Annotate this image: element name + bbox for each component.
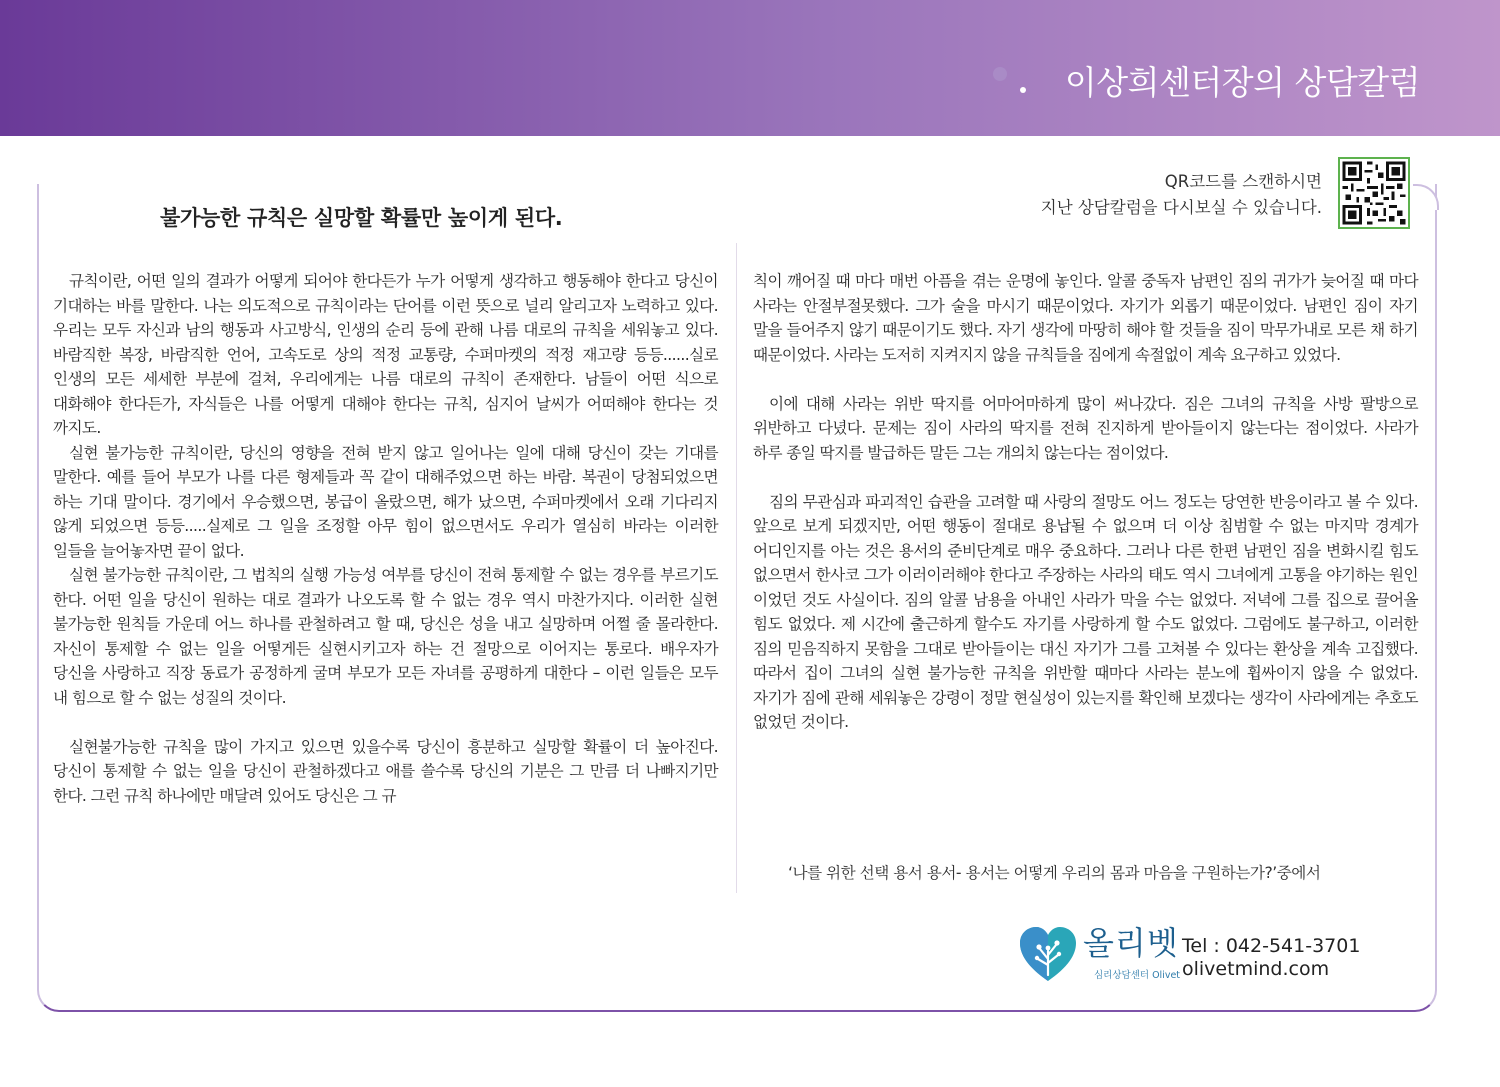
contact-info [1182,935,1360,981]
paragraph: 이에 대해 사라는 위반 딱지를 어마어마하게 많이 써나갔다. 짐은 그녀의 규칙을 사방 팔방으로 위반하고 다녔다. 문제는 짐이 사라의 딱지를 전혀 진지하게 받아들이지 않는다는 점이었다. 사라가 하루 종일 딱지를 발급하든 말든 그는 개의치 않는다는 점이었다. [753,394,1418,462]
paragraph: 칙이 깨어질 때 마다 매번 아픔을 겪는 운명에 놓인다. 알콜 중독자 남편인 짐의 귀가가 늦어질 때 마다 사라는 안절부절못했다. 그가 술을 마시기 때문이었다. 자기가 외롭기 때문이었다. 남편인 짐이 자기 말을 들어주지 않기 때문이기도 했다. 자기 생각에 마땅히 해야 할 것들을 짐이 막무가내로 모른 채 하기 때문이었다. 사라는 도저히 지켜지지 않을 규칙들을 짐에게 속절없이 계속 요구하고 있었다. [753,272,1418,364]
qr-code[interactable] [1338,157,1410,229]
decor-dot [993,67,1007,81]
qr-text-line2: 지난 상담칼럼을 다시보실 수 있습니다. [1040,198,1322,217]
source-citation: ‘나를 위한 선택 용서 용서- 용서는 어떻게 우리의 몸과 마음을 구원하는가?’중에서 [788,864,1321,882]
article-left-column [53,269,718,808]
qr-instruction [1041,169,1322,221]
bullet-icon [1020,87,1026,93]
paragraph: 실현 불가능한 규칙이란, 그 법칙의 실행 가능성 여부를 당신이 전혀 통제할 수 없는 경우를 부르기도 한다. 어떤 일을 당신이 원하는 대로 결과가 나오도록 할 수 없는 경우 역시 마찬가지다. 이러한 실현 불가능한 원칙들 가운데 어느 하나를 관철하려고 할 때, 당신은 성을 내고 실망하며 어쩔 줄 몰라한다. 자신이 통제할 수 없는 일을 어떻게든 실현시키고자 하는 건 절망으로 이어지는 통로다. 배우자가 당신을 사랑하고 직장 동료가 공정하게 굴며 부모가 모든 자녀를 공평하게 대한다 – 이런 일들은 모두 내 힘으로 할 수 없는 성질의 것이다. [53,566,718,707]
header-title: 이상희센터장의 상담칼럼 [1064,63,1420,102]
paragraph: 규칙이란, 어떤 일의 결과가 어떻게 되어야 한다든가 누가 어떻게 생각하고 행동해야 한다고 당신이 기대하는 바를 말한다. 나는 의도적으로 규칙이라는 단어를 이런 뜻으로 널리 알리고자 노력하고 있다. 우리는 모두 자신과 남의 행동과 사고방식, 인생의 순리 등에 관해 나름 대로의 규칙을 세워놓고 있다. 바람직한 복장, 바람직한 언어, 고속도로 상의 적정 교통량, 수퍼마켓의 적정 재고량 등등......실로 인생의 모든 세세한 부분에 걸쳐, 우리에게는 나름 대로의 규칙이 존재한다. 남들이 어떤 식으로 대화해야 한다든가, 자식들은 나를 어떻게 대해야 한다는 규칙, 심지어 날씨가 어떠해야 한다는 것 까지도. [53,272,718,437]
paragraph: 짐의 무관심과 파괴적인 습관을 고려할 때 사랑의 절망도 어느 정도는 당연한 반응이라고 볼 수 있다. 앞으로 보게 되겠지만, 어떤 행동이 절대로 용납될 수 없으며 더 이상 침범할 수 없는 마지막 경계가 어디인지를 아는 것은 용서의 준비단계로 매우 중요하다. 그러나 다른 한편 남편인 짐을 변화시킬 힘도 없으면서 한사코 그가 이러이러해야 한다고 주장하는 사라의 태도 역시 그녀에게 고통을 야기하는 원인 이었던 것도 사실이다. 짐의 알콜 남용을 아내인 사라가 막을 수는 없었다. 저녁에 그를 집으로 끌어올 힘도 없었다. 제 시간에 출근하게 할수도 자기를 사랑하게 할 수도 없었다. 그럼에도 불구하고, 이러한 짐의 믿음직하지 못함을 그대로 받아들이는 대신 자기가 그를 고쳐볼 수 있다는 환상을 계속 고집했다. 따라서 집이 그녀의 실현 불가능한 규칙을 위반할 때마다 사라는 분노에 휩싸이지 않을 수 없었다. 자기가 짐에 관해 세워놓은 강령이 정말 현실성이 있는지를 확인해 보겠다는 생각이 사라에게는 추호도 없었던 것이다. [753,492,1418,731]
column-divider [736,243,737,893]
website-link[interactable]: olivetmind.com [1182,958,1330,980]
paragraph: 실현 불가능한 규칙이란, 당신의 영향을 전혀 받지 않고 일어나는 일에 대해 당신이 갖는 기대를 말한다. 예를 들어 부모가 나를 다른 형제들과 꼭 같이 대해주었으면 하는 바람. 복권이 당첨되었으면 하는 기대 말이다. 경기에서 우승했으면, 봉급이 올랐으면, 해가 났으면, 수퍼마켓에서 오래 기다리지 않게 되었으면 등등.....실제로 그 일을 조정할 아무 힘이 없으면서도 우리가 열심히 바라는 이러한 일들을 늘어놓자면 끝이 없다. [53,443,718,560]
phone-number: Tel : 042-541-3701 [1182,935,1361,957]
header-banner [0,0,1500,136]
olivet-logo-icon [1018,925,1078,983]
paragraph: 실현불가능한 규칙을 많이 가지고 있으면 있을수록 당신이 흥분하고 실망할 확률이 더 높아진다. 당신이 통제할 수 없는 일을 당신이 관철하겠다고 애를 쓸수록 당신의 기분은 그 만큼 더 나빠지기만 한다. 그런 규칙 하나에만 매달려 있어도 당신은 그 규 [53,737,718,805]
logo-subtitle: 심리상담센터 Olivet [1094,970,1181,981]
qr-code-icon [1340,159,1408,227]
article-title: 불가능한 규칙은 실망할 확률만 높이게 된다. [160,206,563,230]
article-right-column [753,269,1418,735]
qr-text-line1: QR코드를 스캔하시면 [1164,172,1322,191]
logo-name: 올리벳 [1083,924,1179,962]
